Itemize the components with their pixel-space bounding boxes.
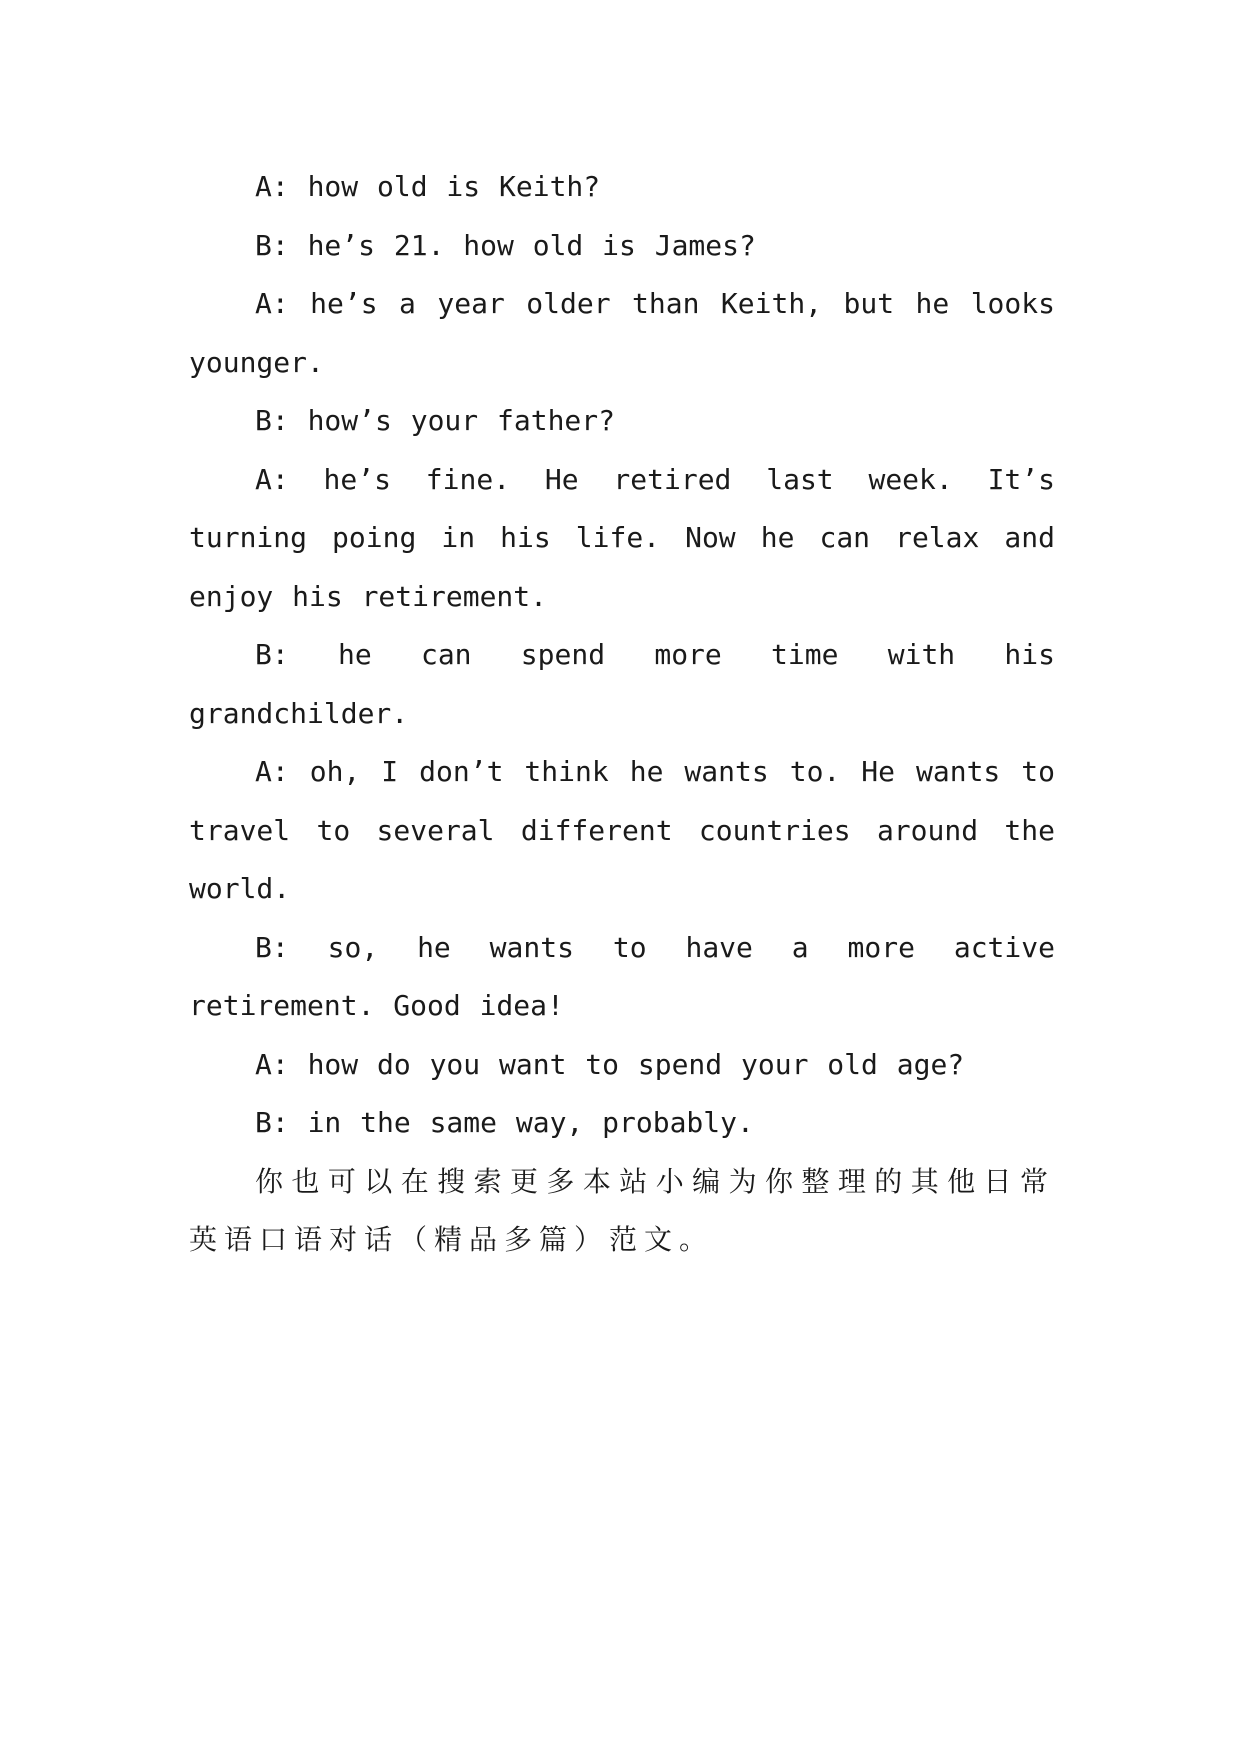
dialogue-line: B: in the same way, probably.: [255, 1106, 754, 1139]
closing-note: 你也可以在搜索更多本站小编为你整理的其他日常英语口语对话（精品多篇）范文。: [189, 1164, 1055, 1256]
dialogue-line: A: he’s fine. He retired last week. It’s turning poing in his life. Now he can relax and enjoy his retirement.: [189, 462, 1055, 613]
dialogue-line: A: how old is Keith?: [255, 170, 601, 203]
document-body: [189, 158, 1055, 1270]
dialogue-line: B: he’s 21. how old is James?: [255, 228, 756, 262]
dialogue-line: A: he’s a year older than Keith, but he looks younger.: [189, 287, 1055, 379]
dialogue-line: A: oh, I don’t think he wants to. He wants to travel to several different countries around the world.: [189, 755, 1055, 905]
dialogue-line: B: how’s your father?: [255, 404, 616, 437]
dialogue-line: B: so, he wants to have a more active retirement. Good idea!: [189, 930, 1055, 1022]
dialogue-line: B: he can spend more time with his grandchilder.: [189, 638, 1055, 730]
dialogue-line: A: how do you want to spend your old age?: [255, 1047, 965, 1081]
